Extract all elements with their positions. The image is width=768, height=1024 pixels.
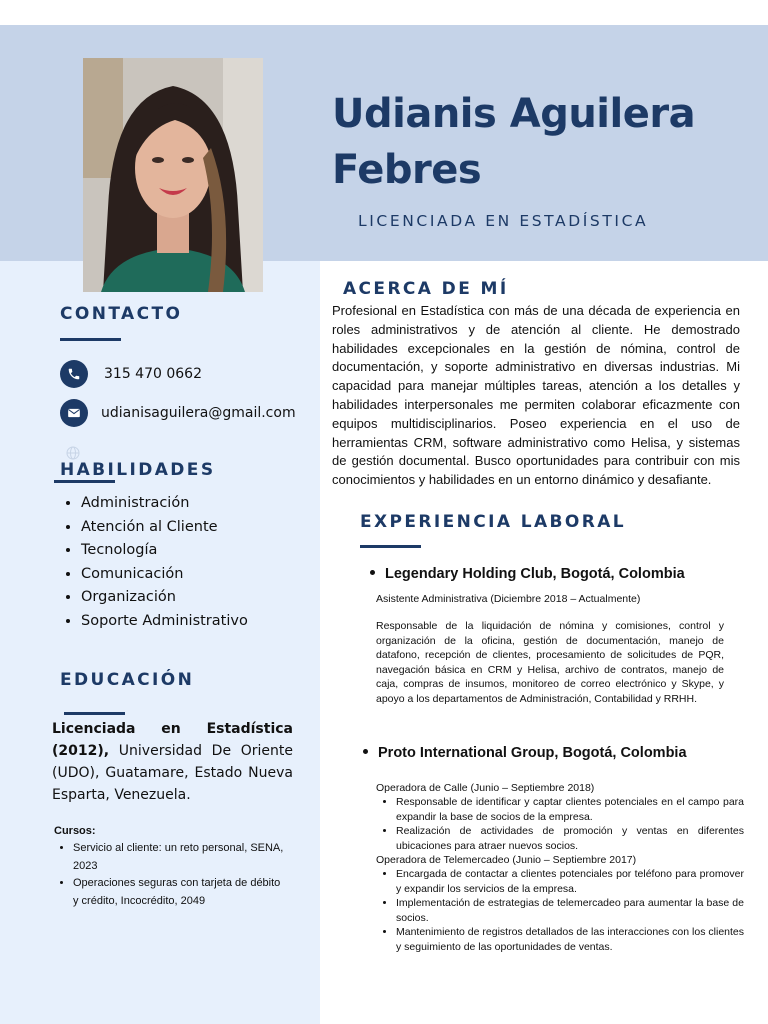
job-1-role: Asistente Administrativa (Diciembre 2018 – Actualmente) [376,593,641,605]
job-2-role-2-list [376,867,744,955]
contact-rule [60,338,121,341]
skills-title: HABILIDADES [60,460,216,480]
name-line-1: Udianis Aguilera [332,91,696,137]
job-1-company [370,566,685,582]
bullet-icon [363,749,368,754]
job-1-company-label: Legendary Holding Club, Bogotá, Colombia [385,566,685,582]
phone-icon [60,360,88,388]
job-2-role-2: Operadora de Telemercadeo (Junio – Septiembre 2017) [376,854,637,866]
courses-title: Cursos: [54,825,96,837]
list-item: • Implementación de estrategias de telemercadeo para aumentar la base de socios. [396,896,744,925]
candidate-name [332,86,752,198]
institution: Universidad De Oriente (UDO), Guatamare, Estado Nueva Esparta, Venezuela. [52,743,293,803]
job-2-company [363,745,687,761]
profile-photo [83,58,263,292]
education-title: EDUCACIÓN [60,670,195,690]
about-text: Profesional en Estadística con más de una década de experiencia en roles administrativos y de atención al cliente. He demostrado habilidades excepcionales en la gestión de nómina, control de documentación, y soporte administrativo en diversas industrias. Mi capacidad para manejar múltiples tareas, atención a los detalles y habilidades interpersonales me permiten colaborar eficazmente con equipos multidisciplinarios. Poseo experiencia en el uso de herramientas CRM, software administrativo como Helisa, y sistemas de gestión documental. Busco oportunidades para contribuir con mis conocimientos y habilidades en un entorno dinámico y desafiante. [332,303,740,488]
list-item: • Encargada de contactar a clientes potenciales por teléfono para promover y expandir los servicios de la empresa. [396,867,744,896]
experience-title: EXPERIENCIA LABORAL [360,512,627,532]
about-title: ACERCA DE MÍ [343,279,509,299]
list-item: • Mantenimiento de registros detallados de las interacciones con los clientes y seguimiento de las oportunidades de ventas. [396,925,744,954]
skills-rule [54,480,115,483]
skill-item: • Soporte Administrativo [81,610,248,634]
education-entry [52,718,293,806]
courses-list [54,840,288,910]
skills-list [60,492,248,634]
experience-rule [360,545,421,548]
list-item: • Realización de actividades de promoción y ventas en diferentes ubicaciones para atraer nuevos socios. [396,824,744,853]
skill-item: • Tecnología [81,539,248,563]
skill-item: • Atención al Cliente [81,516,248,540]
education-rule [64,712,125,715]
bullet-icon [370,570,375,575]
globe-icon [66,446,80,460]
job-2-role-1-list [376,795,744,853]
skill-item: • Comunicación [81,563,248,587]
skill-item: • Administración [81,492,248,516]
course-item: • Servicio al cliente: un reto personal, SENA, 2023 [73,840,288,875]
course-item: • Operaciones seguras con tarjeta de débito y crédito, Incocrédito, 2049 [73,875,288,910]
job-title: LICENCIADA EN ESTADÍSTICA [358,212,649,230]
name-line-2: Febres [332,147,482,193]
email-icon [60,399,88,427]
job-2-role-1: Operadora de Calle (Junio – Septiembre 2018) [376,782,595,794]
job-2-company-label: Proto International Group, Bogotá, Colombia [378,745,687,761]
top-margin [0,0,768,25]
job-1-description: Responsable de la liquidación de nómina y comisiones, control y organización de la oficina, gestión de documentación, manejo de datafono, recepción de clientes, procesamiento de solicitudes de PQR, navegación básica en CRM y Helisa, archivo de contratos, manejo de caja, compras de insumos, monitoreo de correo electrónico y Skype, y apoyo a los departamentos de Administración, Contabilidad y RRHH. [376,620,724,705]
degree: Licenciada en Estadística (2012), [52,721,293,759]
skill-item: • Organización [81,586,248,610]
portrait-illustration [83,58,263,292]
email-address[interactable]: udianisaguilera@gmail.com [101,405,296,421]
list-item: • Responsable de identificar y captar clientes potenciales en el campo para expandir la base de socios de la empresa. [396,795,744,824]
phone-number[interactable]: 315 470 0662 [104,366,202,382]
contact-title: CONTACTO [60,304,183,324]
